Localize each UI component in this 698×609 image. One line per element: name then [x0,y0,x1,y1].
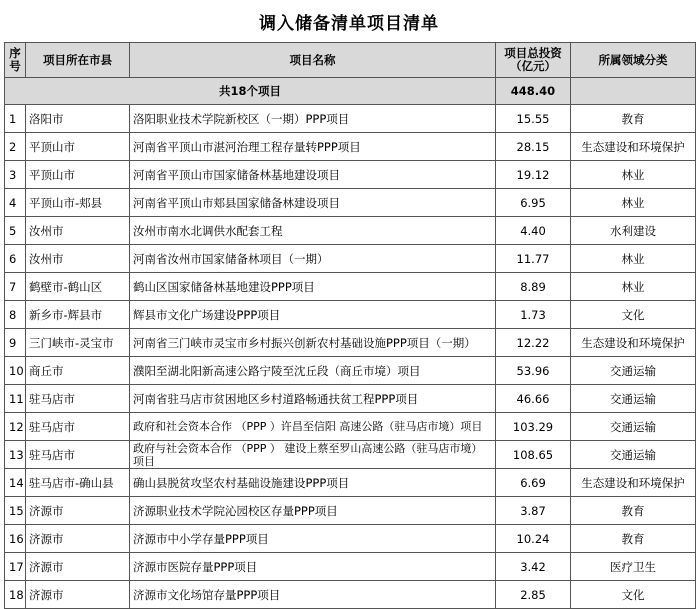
row-city: 济源市 [26,497,130,525]
row-city: 洛阳市 [26,105,130,133]
row-invest: 53.96 [496,357,571,385]
row-domain: 文化 [571,581,696,609]
row-invest: 3.42 [496,553,571,581]
table-row [5,385,696,413]
row-name: 河南省三门峡市灵宝市乡村振兴创新农村基础设施PPP项目（一期） [130,329,496,357]
row-seq: 12 [5,413,26,441]
summary-label: 共18个项目 [5,78,496,105]
row-seq: 10 [5,357,26,385]
row-city: 驻马店市 [26,413,130,441]
row-domain: 生态建设和环境保护 [571,329,696,357]
table-row [5,133,696,161]
table-row [5,553,696,581]
row-city: 汝州市 [26,245,130,273]
row-seq: 8 [5,301,26,329]
row-domain: 生态建设和环境保护 [571,133,696,161]
row-invest: 28.15 [496,133,571,161]
table-row [5,525,696,553]
row-name: 鹤山区国家储备林基地建设PPP项目 [130,273,496,301]
table-row [5,301,696,329]
row-domain: 教育 [571,105,696,133]
row-name: 济源市中小学存量PPP项目 [130,525,496,553]
row-name: 政府和社会资本合作 （PPP ）许昌至信阳 高速公路（驻马店市境）项目 [130,413,496,441]
row-domain: 林业 [571,189,696,217]
row-city: 新乡市-辉县市 [26,301,130,329]
summary-total: 448.40 [496,78,571,105]
row-city: 平顶山市 [26,133,130,161]
row-seq: 2 [5,133,26,161]
header-invest: 项目总投资（亿元） [496,43,571,78]
row-seq: 3 [5,161,26,189]
header-name: 项目名称 [130,43,496,78]
row-city: 济源市 [26,553,130,581]
row-invest: 10.24 [496,525,571,553]
table-row [5,189,696,217]
row-domain: 林业 [571,161,696,189]
page-title: 调入储备清单项目清单 [259,13,439,34]
row-domain: 生态建设和环境保护 [571,469,696,497]
row-name: 濮阳至湖北阳新高速公路宁陵至沈丘段（商丘市境）项目 [130,357,496,385]
table-row [5,245,696,273]
table-row [5,329,696,357]
row-seq: 17 [5,553,26,581]
row-name: 河南省平顶山市湛河治理工程存量转PPP项目 [130,133,496,161]
row-name: 河南省驻马店市贫困地区乡村道路畅通扶贫工程PPP项目 [130,385,496,413]
row-city: 汝州市 [26,217,130,245]
header-domain: 所属领域分类 [571,43,696,78]
row-city: 平顶山市-郏县 [26,189,130,217]
table-row [5,217,696,245]
row-city: 驻马店市 [26,441,130,469]
row-invest: 108.65 [496,441,571,469]
table-row [5,357,696,385]
row-invest: 3.87 [496,497,571,525]
row-seq: 15 [5,497,26,525]
row-name: 河南省汝州市国家储备林项目（一期） [130,245,496,273]
row-invest: 1.73 [496,301,571,329]
table-row [5,441,696,469]
row-name: 河南省平顶山市国家储备林基地建设项目 [130,161,496,189]
row-invest: 6.95 [496,189,571,217]
row-domain: 教育 [571,497,696,525]
row-city: 驻马店市-确山县 [26,469,130,497]
row-invest: 19.12 [496,161,571,189]
row-city: 商丘市 [26,357,130,385]
row-domain: 交通运输 [571,441,696,469]
table-row [5,273,696,301]
table-row [5,105,696,133]
row-domain: 交通运输 [571,413,696,441]
row-invest: 12.22 [496,329,571,357]
row-domain: 教育 [571,525,696,553]
table-row [5,469,696,497]
row-domain: 文化 [571,301,696,329]
row-domain: 交通运输 [571,385,696,413]
row-city: 济源市 [26,581,130,609]
header-row [5,43,696,78]
project-table [4,42,696,609]
table-row [5,497,696,525]
row-invest: 11.77 [496,245,571,273]
row-city: 鹤壁市-鹤山区 [26,273,130,301]
header-city: 项目所在市县 [26,43,130,78]
row-invest: 103.29 [496,413,571,441]
row-seq: 9 [5,329,26,357]
table-row [5,161,696,189]
row-city: 三门峡市-灵宝市 [26,329,130,357]
row-name: 辉县市文化广场建设PPP项目 [130,301,496,329]
row-domain: 林业 [571,273,696,301]
row-name: 济源市医院存量PPP项目 [130,553,496,581]
row-seq: 4 [5,189,26,217]
header-seq: 序号 [5,43,26,78]
row-invest: 4.40 [496,217,571,245]
row-seq: 5 [5,217,26,245]
row-name: 济源市文化场馆存量PPP项目 [130,581,496,609]
row-name: 确山县脱贫攻坚农村基础设施建设PPP项目 [130,469,496,497]
row-seq: 18 [5,581,26,609]
row-seq: 6 [5,245,26,273]
row-name: 政府与社会资本合作 （PPP ） 建设上蔡至罗山高速公路（驻马店市境）项目 [130,441,496,469]
row-city: 济源市 [26,525,130,553]
row-invest: 46.66 [496,385,571,413]
row-name: 洛阳职业技术学院新校区（一期）PPP项目 [130,105,496,133]
row-seq: 13 [5,441,26,469]
row-seq: 1 [5,105,26,133]
row-domain: 交通运输 [571,357,696,385]
row-domain: 林业 [571,245,696,273]
row-seq: 7 [5,273,26,301]
row-city: 驻马店市 [26,385,130,413]
summary-row [5,78,696,105]
row-domain: 医疗卫生 [571,553,696,581]
row-invest: 6.69 [496,469,571,497]
row-seq: 11 [5,385,26,413]
table-row [5,581,696,609]
row-name: 河南省平顶山市郏县国家储备林建设项目 [130,189,496,217]
row-name: 汝州市南水北调供水配套工程 [130,217,496,245]
row-name: 济源职业技术学院沁园校区存量PPP项目 [130,497,496,525]
row-invest: 2.85 [496,581,571,609]
row-invest: 15.55 [496,105,571,133]
table-row [5,413,696,441]
row-seq: 14 [5,469,26,497]
row-domain: 水利建设 [571,217,696,245]
row-city: 平顶山市 [26,161,130,189]
row-seq: 16 [5,525,26,553]
summary-empty [571,78,696,105]
row-invest: 8.89 [496,273,571,301]
